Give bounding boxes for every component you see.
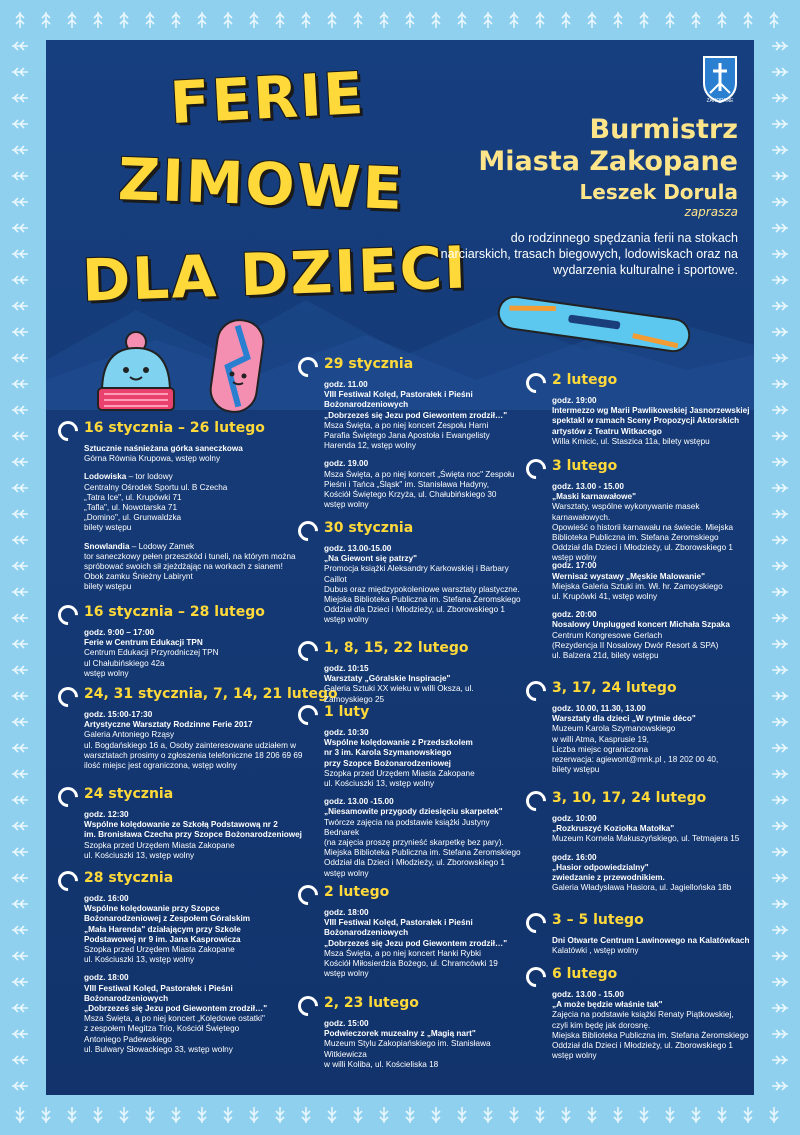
event-entry [324,1019,524,1070]
event-details: Msza Święta, a po niej koncert Hanki Rybki Kościół Miłosierdzia Bożego, ul. Chramcówki 19 wstęp wolny [324,948,498,979]
event-title: godz. 16:00 „Hasior odpowiedzialny" zwiedzanie z przewodnikiem. [552,852,665,882]
event-title: godz. 13.00 - 15.00 „Maski karnawałowe" [552,482,636,502]
event-date: 2 lutego [324,884,390,900]
event-title: godz. 19:00 Intermezzo wg Marii Pawlikowskiej Jasnorzewskiej spektakl w ramach Sceny Propozycji Aktorskich artystów z Teatru Witkacego [552,396,750,436]
event-entry [324,728,524,789]
event-title: godz. 10:00 „Rozkruszyć Koziołka Matołka" [552,814,675,834]
event-entry [84,810,304,861]
event-title: godz. 13.00-15.00 „Na Giewont się patrzy" [324,544,418,564]
mayor-name: Leszek Dorula [579,180,738,204]
mayor-title-line-1: Burmistrz [589,114,738,145]
event-entry [552,936,752,956]
event-date: 24 stycznia [84,786,174,802]
event-entry [324,797,524,879]
event-details: Msza Święta, a po niej koncert „Święta noc" Zespołu Pieśni i Tańca „Śląsk" im. Stanisława Hadyny, Kościół Świętego Krzyża, ul. Chałubińskiego 30 wstęp wolny [324,469,515,510]
event-details: Msza Święta, a po niej koncert Zespołu Harni Parafia Świętego Jana Apostoła i Ewangelisty Harenda 12, wstęp wolny [324,420,490,451]
event-details: Twórcze zajęcia na podstawie książki Justyny Bednarek (na zajęcia proszę przynieść skarpetkę bez pary). Miejska Biblioteka Publiczna im. Stefana Żeromskiego Oddział dla Dzieci i Młodzieży, ul. Zborowskiego 1 wstęp wolny [324,817,521,878]
crest-label: ZAKOPANE [706,98,734,104]
event-title: Dni Otwarte Centrum Lawinowego na Kalatówkach [552,936,750,945]
event-title: godz. 18:00 VIII Festiwal Kolęd, Pastorałek i Pieśni Bożonarodzeniowych „Dobrzeześ się Jezu pod Giewontem zrodził…" [324,908,508,948]
title-line-3: DLA DZIECI [80,233,469,315]
event-entry [552,482,752,564]
event-details: Galeria Antoniego Rząsy ul. Bogdańskiego 16 a, Osoby zainteresowane udziałem w warsztatach prosimy o zgłoszenia telefoniczne 18 206 69 69 ilość miejsc jest ograniczona, wstęp wolny [84,730,303,771]
event-details: Miejska Galeria Sztuki im. Wł. hr. Zamoyskiego ul. Krupówki 41, wstęp wolny [552,581,723,601]
event-date: 2 lutego [552,372,618,388]
event-date: 24, 31 stycznia, 7, 14, 21 lutego [84,686,338,702]
event-entry [324,459,524,510]
event-details: Zajęcia na podstawie książki Renaty Piątkowskiej, czyli kim będę jak dorosnę. Miejska Biblioteka Publiczna im. Stefana Żeromskiego Oddział dla Dzieci i Młodzieży, ul. Zborowskiego 1 wstęp wolny [552,1010,749,1061]
event-entry [552,990,752,1061]
event-entry [84,542,304,593]
event-date: 3 – 5 lutego [552,912,644,928]
event-details: Szopka przed Urzędem Miasta Zakopane ul. Kościuszki 13, wstęp wolny [84,840,235,860]
snowboard-vertical-icon [206,316,268,416]
event-date: 30 stycznia [324,520,414,536]
event-title: godz. 10.00, 11.30, 13.00 Warsztaty dla dzieci „W rytmie déco" [552,704,696,724]
event-details: – tor lodowy Centralny Ośrodek Sportu ul. B Czecha „Tatra Ice", ul. Krupówki 71 „Tafla", ul. Nowotarska 71 „Domino", ul. Grunwaldzka bilety wstępu [84,472,228,533]
event-entry [552,610,752,661]
event-title: godz. 15:00 Podwieczorek muzealny z „Magią nart" [324,1019,476,1039]
event-date: 3 lutego [552,458,618,474]
event-title: Lodowiska [84,472,127,482]
mayor-title-line-2: Miasta Zakopane [478,146,738,177]
event-details: Muzeum Stylu Zakopiańskiego im. Stanisława Witkiewicza w willi Koliba, ul. Kościeliska 18 [324,1039,491,1069]
event-entry [84,894,304,965]
event-title: Snowlandia [84,541,130,551]
event-title: godz. 12:30 Wspólne kolędowanie ze Szkołą Podstawową nr 2 im. Bronisława Czecha przy Szopce Bożonarodzeniowej [84,810,302,840]
event-date: 16 stycznia – 26 lutego [84,420,265,436]
event-entry [552,561,752,602]
event-details: Galeria Sztuki XX wieku w willi Oksza, ul. Zamoyskiego 25 [324,684,474,704]
event-entry [552,396,752,447]
invites-word: zaprasza [684,205,738,219]
title-line-2: ZIMOWE [116,145,406,223]
event-title: godz. 10:30 Wspólne kolędowanie z Przedszkolem nr 3 im. Karola Szymanowskiego przy Szopce Bożonarodzeniowej [324,728,473,768]
event-details: Szopka przed Urzędem Miasta Zakopane ul. Kościuszki 13, wstęp wolny [84,945,235,965]
event-date: 28 stycznia [84,870,174,886]
event-details: Willa Kmicic, ul. Staszica 11a, bilety wstępu [552,436,710,446]
event-details: Kalatówki , wstęp wolny [552,946,639,956]
event-title: godz. 19.00 [324,459,369,469]
event-date: 1 luty [324,704,370,720]
snowboard-horizontal-icon [494,290,694,354]
event-date: 16 stycznia – 28 lutego [84,604,265,620]
zakopane-crest-icon [702,55,738,103]
event-entry [324,908,524,979]
event-date: 3, 10, 17, 24 lutego [552,790,707,806]
event-entry [324,380,524,451]
event-details: Szopka przed Urzędem Miasta Zakopane ul. Kościuszki 13, wstęp wolny [324,768,475,789]
event-title: godz. 18:00 VIII Festiwal Kolęd, Pastorałek i Pieśni Bożonarodzeniowych „Dobrzeześ się Jezu pod Giewontem zrodził…" [84,973,268,1013]
event-entry [84,472,304,533]
event-title: godz. 10:15 Warsztaty „Góralskie Inspiracje" [324,664,451,684]
event-details: Msza Święta, a po niej koncert „Kolędowe ostatki" z zespołem Megitza Trio, Kościół Świętego Antoniego Padewskiego ul. Bulwary Słowackiego 33, wstęp wolny [84,1014,265,1054]
invite-text: do rodzinnego spędzania ferii na stokach narciarskich, trasach biegowych, lodowiskach oraz na wydarzenia kulturalne i sportowe. [440,231,738,277]
event-details: Warsztaty, wspólne wykonywanie masek karnawałowych. Opowieść o historii karnawału na świecie. Miejska Biblioteka Publiczna im. Stefana Żeromskiego Oddział dla Dzieci i Młodzieży, ul. Zborowskiego 1 wstęp wolny [552,502,734,563]
event-details: Centrum Kongresowe Gerlach (Rezydencja II Nosalowy Dwór Resort & SPA) ul. Balzera 21d, bilety wstępu [552,630,719,660]
event-title: godz. 11.00 VIII Festiwal Kolęd, Pastorałek i Pieśni Bożonarodzeniowych „Dobrzeześ się Jezu pod Giewontem zrodził…" [324,380,508,420]
event-title: godz. 13.00 -15.00 „Niesamowite przygody dziesięciu skarpetek" [324,797,503,817]
event-details: – Lodowy Zamek tor saneczkowy pełen przeszkód i tuneli, na którym można spróbować swoich sił zjeżdżając na workach z sianem! Obok zamku Śnieżny Labirynt bilety wstępu [84,541,296,592]
event-entry [324,544,524,626]
event-title: godz. 20:00 Nosalowy Unplugged koncert Michała Szpaka [552,610,730,630]
event-entry [84,710,304,771]
event-date: 3, 17, 24 lutego [552,680,677,696]
event-title: godz. 16:00 Wspólne kolędowanie przy Szopce Bożonarodzeniowej z Zespołem Góralskim „Mała Harenda" działającym przy Szkole Podstawowej nr 9 im. Jana Kasprowicza [84,894,251,944]
event-entry [324,664,524,705]
event-details: Muzeum Karola Szymanowskiego w willi Atma, Kasprusie 19, Liczba miejsc ograniczona rezerwacja: agiewont@mnk.pl , 18 202 00 40, bilety wstępu [552,724,719,775]
event-details: Promocja książki Aleksandry Karkowskiej i Barbary Caillot Dubus oraz międzypokoleniowe warsztaty plastyczne. Miejska Biblioteka Publiczna im. Stefana Żeromskiego Oddział dla Dzieci i Młodzieży, ul. Zborowskiego 1 wstęp wolny [324,564,521,625]
event-title: Sztucznie naśnieżana górka saneczkowa [84,444,243,453]
event-title: godz. 15:00-17:30 Artystyczne Warsztaty Rodzinne Ferie 2017 [84,710,253,730]
event-details: Galeria Władysława Hasiora, ul. Jagiellońska 18b [552,883,732,893]
event-date: 2, 23 lutego [324,995,419,1011]
event-entry [84,973,304,1055]
event-title: godz. 13.00 - 15.00 „A może będzie właśnie tak" [552,990,663,1010]
event-entry [552,704,752,775]
event-details: Muzeum Kornela Makuszyńskiego, ul. Tetmajera 15 [552,834,740,844]
event-date: 6 lutego [552,966,618,982]
event-details: Górna Równia Krupowa, wstęp wolny [84,454,221,464]
title-line-1: FERIE [168,58,367,138]
event-details: Centrum Edukacji Przyrodniczej TPN ul Chałubińskiego 42a wstęp wolny [84,648,219,678]
event-title: godz. 9:00 – 17:00 Ferie w Centrum Edukacji TPN [84,628,203,648]
winter-hat-icon [92,330,180,414]
event-entry [552,814,752,845]
event-entry [84,628,304,679]
event-date: 1, 8, 15, 22 lutego [324,640,469,656]
event-entry [552,853,752,894]
event-title: godz. 17:00 Wernisaż wystawy „Męskie Malowanie" [552,561,705,581]
event-entry [84,444,304,464]
event-date: 29 stycznia [324,356,414,372]
